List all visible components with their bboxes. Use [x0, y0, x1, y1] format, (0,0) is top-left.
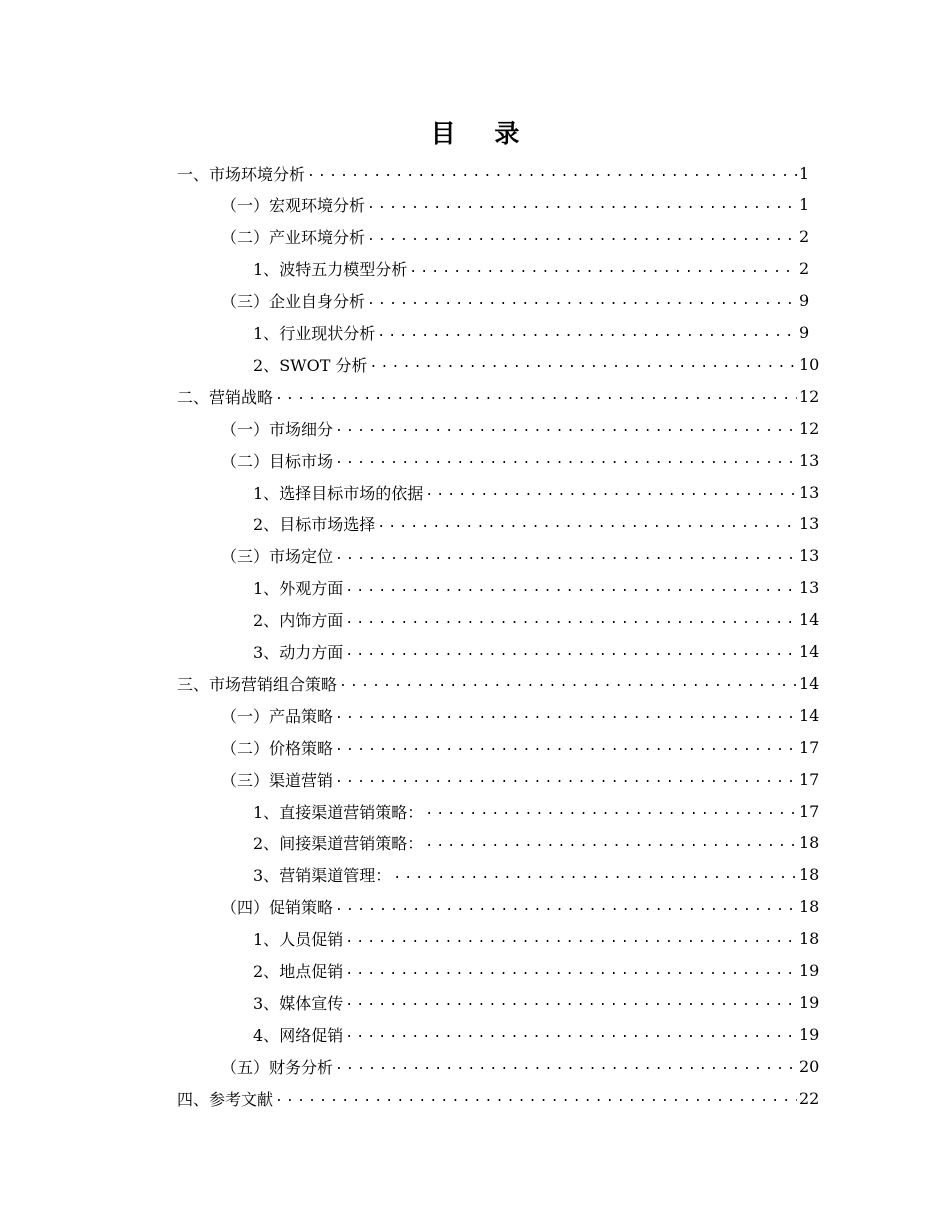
toc-entry-label: 间接渠道营销策略： — [279, 834, 424, 854]
toc-entry-number: （二） — [221, 228, 270, 248]
toc-entry-number: 2、 — [253, 611, 280, 631]
toc-entry-label: 市场环境分析 — [209, 164, 306, 184]
toc-dot-leader — [335, 412, 797, 444]
toc-entry[interactable] — [177, 1082, 820, 1114]
toc-entry-page-number: 14 — [799, 705, 820, 725]
toc-dot-leader — [335, 699, 797, 731]
toc-entry-number: 三、 — [177, 674, 210, 694]
toc-dot-leader — [335, 540, 797, 572]
toc-entry-label: 动力方面 — [279, 643, 344, 662]
toc-entry-page-number: 13 — [799, 578, 820, 598]
toc-entry-number: （五） — [221, 1057, 270, 1077]
toc-entry[interactable] — [221, 412, 820, 444]
toc-dot-leader — [335, 891, 797, 923]
toc-entry[interactable] — [253, 253, 809, 285]
toc-entry-page-number: 12 — [799, 386, 820, 406]
toc-entry-label: 行业现状分析 — [279, 324, 376, 343]
toc-entry-label: 外观方面 — [279, 579, 344, 599]
toc-dot-leader — [345, 1018, 797, 1050]
toc-entry-page-number: 19 — [799, 961, 820, 980]
toc-entry-number: 一、 — [177, 164, 210, 184]
toc-dot-leader — [275, 1082, 797, 1114]
toc-entry[interactable] — [253, 348, 820, 380]
toc-entry-page-number: 1 — [799, 163, 810, 183]
toc-entry[interactable] — [253, 827, 820, 859]
toc-entry-label: 目标市场 — [269, 451, 334, 471]
toc-entry-page-number: 19 — [799, 1024, 820, 1044]
toc-entry-page-number: 13 — [799, 514, 820, 534]
toc-entry-page-number: 2 — [799, 227, 810, 247]
toc-entry[interactable] — [221, 285, 809, 317]
toc-entry[interactable] — [221, 1050, 820, 1082]
toc-dot-leader — [367, 285, 797, 317]
toc-dot-leader — [335, 1050, 797, 1082]
toc-dot-leader — [339, 667, 797, 699]
toc-entry-number: （一） — [221, 419, 270, 439]
toc-entry[interactable] — [253, 508, 820, 540]
toc-entry[interactable] — [253, 955, 820, 987]
toc-dot-leader — [335, 763, 797, 795]
toc-entry-number: 4、 — [253, 1025, 280, 1045]
toc-dot-leader — [345, 986, 797, 1018]
toc-entry-page-number: 9 — [799, 291, 810, 311]
toc-dot-leader — [345, 955, 797, 987]
toc-entry-label: 目标市场选择 — [279, 515, 376, 535]
toc-entry-number: （二） — [221, 451, 270, 471]
toc-entry-page-number: 13 — [799, 450, 820, 470]
toc-entry-page-number: 19 — [799, 992, 820, 1012]
toc-entry[interactable] — [253, 923, 820, 955]
toc-entry-label: 参考文献 — [209, 1089, 274, 1109]
toc-entry-number: 二、 — [177, 387, 210, 407]
toc-entry-page-number: 2 — [799, 259, 810, 279]
toc-entry[interactable] — [253, 604, 820, 636]
toc-entry-number: （三） — [221, 547, 270, 567]
toc-entry-page-number: 17 — [799, 769, 820, 789]
toc-entry-label: 营销战略 — [209, 387, 274, 407]
toc-entry-page-number: 9 — [799, 323, 810, 342]
toc-entry[interactable] — [221, 699, 820, 731]
toc-entry-label: 宏观环境分析 — [269, 196, 366, 216]
toc-entry-number: （四） — [221, 898, 270, 918]
toc-title: 目 录 — [430, 119, 535, 148]
toc-entry-label: 波特五力模型分析 — [279, 260, 408, 280]
toc-entry-label: 促销策略 — [269, 898, 334, 918]
toc-entry-number: 3、 — [253, 643, 280, 662]
toc-entry-number: 3、 — [253, 866, 280, 886]
toc-entry[interactable] — [221, 731, 820, 763]
toc-entry-page-number: 18 — [799, 897, 820, 917]
toc-dot-leader — [275, 380, 797, 412]
toc-entry[interactable] — [253, 986, 820, 1018]
toc-entry-number: 2、 — [253, 834, 280, 854]
toc-entry-page-number: 18 — [799, 929, 820, 949]
toc-entry-number: 2、 — [253, 515, 280, 535]
toc-entry-label: 产业环境分析 — [269, 228, 366, 248]
toc-dot-leader — [425, 827, 797, 859]
toc-entry-label: 营销渠道管理： — [279, 866, 392, 886]
toc-entry-label: 地点促销 — [279, 962, 344, 981]
toc-entry-label: 市场细分 — [269, 419, 334, 439]
toc-entry[interactable] — [221, 540, 820, 572]
toc-entry-page-number: 14 — [799, 610, 820, 630]
toc-dot-leader — [425, 795, 797, 827]
toc-entry-page-number: 17 — [799, 801, 820, 821]
toc-entry[interactable] — [221, 189, 809, 221]
toc-entry-label: 财务分析 — [269, 1057, 334, 1077]
toc-entry-number: （一） — [221, 706, 270, 726]
toc-entry[interactable] — [177, 157, 809, 189]
toc-entry-page-number: 13 — [799, 546, 820, 566]
toc-dot-leader — [393, 859, 797, 891]
toc-entry-number: 2、 — [253, 355, 280, 375]
toc-entry-number: （一） — [221, 196, 270, 216]
toc-entry-page-number: 14 — [799, 642, 820, 661]
toc-entry[interactable] — [221, 444, 820, 476]
toc-entry-page-number: 10 — [799, 354, 820, 374]
toc-entry-number: 2、 — [253, 962, 280, 981]
toc-entry-label: 产品策略 — [269, 706, 334, 726]
toc-dot-leader — [345, 572, 797, 604]
toc-entry-label: SWOT 分析 — [279, 355, 368, 375]
toc-dot-leader — [367, 189, 797, 221]
toc-dot-leader — [377, 508, 797, 540]
toc-entry-label: 媒体宣传 — [279, 993, 344, 1013]
toc-entry-label: 企业自身分析 — [269, 292, 366, 312]
toc-entry-page-number: 20 — [799, 1056, 820, 1076]
toc-entry[interactable] — [253, 572, 820, 604]
toc-entry-number: 1、 — [253, 324, 280, 343]
toc-dot-leader — [345, 636, 797, 668]
toc-entry[interactable] — [221, 221, 809, 253]
toc-dot-leader — [367, 221, 797, 253]
toc-entry-number: 1、 — [253, 483, 280, 503]
toc-entry-label: 选择目标市场的依据 — [279, 483, 424, 503]
toc-entry-label: 人员促销 — [279, 930, 344, 950]
toc-entry-label: 价格策略 — [269, 738, 334, 758]
toc-entry-number: 四、 — [177, 1089, 210, 1109]
toc-dot-leader — [409, 253, 797, 285]
toc-entry-number: （三） — [221, 770, 270, 790]
toc-dot-leader — [307, 157, 797, 189]
toc-entry-number: 1、 — [253, 930, 280, 950]
toc-dot-leader — [345, 923, 797, 955]
toc-dot-leader — [345, 604, 797, 636]
toc-dot-leader — [425, 476, 797, 508]
toc-entry[interactable] — [253, 636, 820, 668]
toc-entry-number: 1、 — [253, 579, 280, 599]
toc-entry[interactable] — [177, 667, 820, 699]
toc-entry[interactable] — [253, 795, 820, 827]
toc-entry-label: 渠道营销 — [269, 770, 334, 790]
toc-entry-page-number: 1 — [799, 195, 810, 215]
toc-entry-page-number: 12 — [799, 418, 820, 438]
toc-dot-leader — [369, 348, 797, 380]
toc-dot-leader — [335, 444, 797, 476]
toc-entry-number: （三） — [221, 292, 270, 312]
toc-entry-page-number: 13 — [799, 482, 820, 502]
toc-entry-label: 市场营销组合策略 — [209, 674, 338, 694]
toc-entry[interactable] — [253, 476, 820, 508]
toc-entry[interactable] — [177, 380, 820, 412]
toc-entry-label: 内饰方面 — [279, 611, 344, 631]
toc-dot-leader — [377, 317, 797, 349]
toc-entry-label: 市场定位 — [269, 547, 334, 567]
toc-entry-number: （二） — [221, 738, 270, 758]
toc-entry[interactable] — [253, 317, 809, 349]
toc-entry-number: 3、 — [253, 993, 280, 1013]
toc-entry-page-number: 14 — [799, 673, 820, 693]
toc-entry-page-number: 18 — [799, 833, 820, 853]
toc-entry-page-number: 17 — [799, 737, 820, 757]
toc-entry-number: 1、 — [253, 802, 280, 822]
toc-entry-label: 直接渠道营销策略： — [279, 802, 424, 822]
toc-entry-page-number: 18 — [799, 865, 820, 885]
toc-entry[interactable] — [221, 763, 820, 795]
toc-entry-label: 网络促销 — [279, 1025, 344, 1045]
toc-entry-page-number: 22 — [799, 1088, 820, 1108]
toc-entry[interactable] — [221, 891, 820, 923]
toc-dot-leader — [335, 731, 797, 763]
toc-entry-number: 1、 — [253, 260, 280, 280]
toc-entry[interactable] — [253, 859, 820, 891]
toc-entry[interactable] — [253, 1018, 820, 1050]
